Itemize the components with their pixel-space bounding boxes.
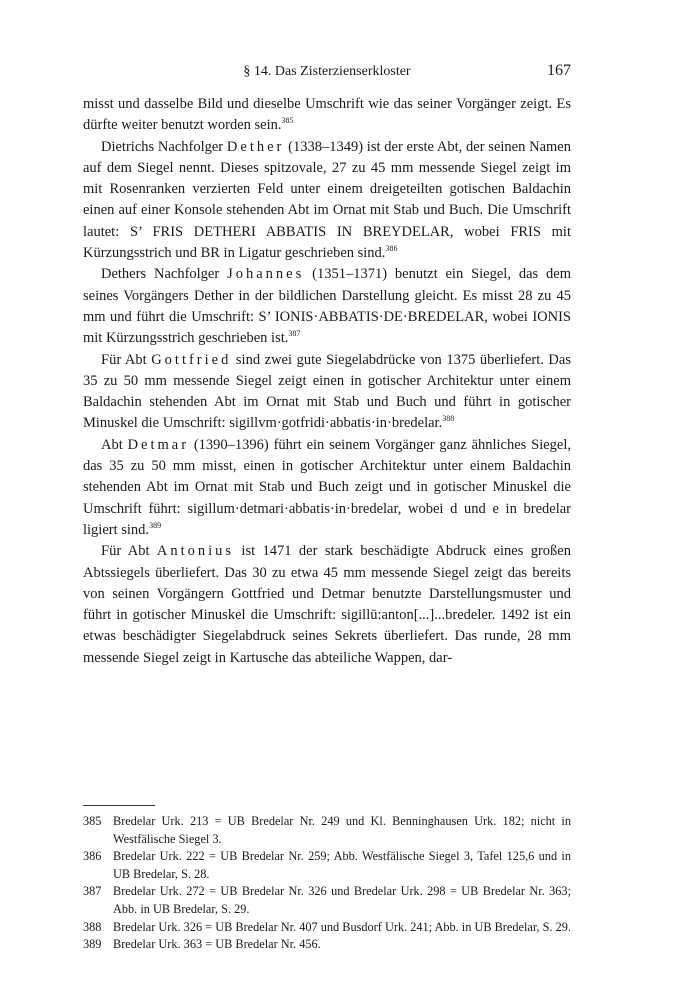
page-header — [83, 62, 571, 82]
paragraph-1: misst und dasselbe Bild und dieselbe Umschrift wie das seiner Vorgänger zeigt. Es dürfte weiter benutzt worden sein.$^{385}$ — [83, 96, 571, 134]
footnote-text: Bredelar Urk. 222 = UB Bredelar Nr. 259; Abb. Westfälische Siegel 3, Tafel 125,6 und in UB Bredelar, S. 28. — [113, 849, 571, 881]
footnote-386 — [83, 848, 571, 883]
page-number: 167 — [547, 62, 571, 79]
abbot-name-antonius: Antonius — [156, 543, 235, 560]
footnote-388 — [83, 919, 571, 937]
abbot-name-detmar: Detmar — [127, 436, 190, 453]
footnote-387 — [83, 883, 571, 918]
running-head: § 14. Das Zisterzienserkloster — [243, 64, 411, 79]
footnote-385 — [83, 813, 571, 848]
footnote-text: Bredelar Urk. 213 = UB Bredelar Nr. 249 und Kl. Benninghausen Urk. 182; nicht in Westfälische Siegel 3. — [113, 814, 571, 846]
footnote-rule — [83, 805, 155, 806]
abbot-name-johannes: Johannes — [227, 266, 305, 283]
footnote-ref-388[interactable]: 388 — [442, 414, 455, 424]
footnote-number: 386 — [83, 849, 102, 864]
footnote-ref-389[interactable]: 389 — [149, 520, 162, 530]
paragraph-5: Abt Detmar (1390–1396) führt ein seinem Vorgänger ganz ähnliches Siegel, das 35 zu 50 mm misst, einen in gotischer Architektur unter einem Baldachin stehenden Abt im Ornat mit Stab und Buch zeigt und in gotischer Minuskel die Umschrift führt: sigillum·detmari·abbatis·in·bredelar, wobei d und e in bredelar ligiert sind.$^{389}$ — [83, 436, 572, 538]
abbot-name-dether: Dether — [226, 138, 285, 155]
footnote-389 — [83, 936, 571, 954]
footnote-number: 388 — [83, 919, 102, 934]
paragraph-4: Für Abt Gottfried sind zwei gute Siegelabdrücke von 1375 überliefert. Das 35 zu 50 mm messende Siegel zeigt einen in gotischer Architektur unter einem Baldachin stehenden Abt im Ornat mit Stab und Buch und führt in gotischer Minuskel die Umschrift: sigillvm·gotfridi·abbatis·in·bredelar.$^{388}$ — [83, 351, 571, 432]
footnote-ref-385[interactable]: 385 — [281, 116, 294, 126]
footnote-text: Bredelar Urk. 272 = UB Bredelar Nr. 326 und Bredelar Urk. 298 = UB Bredelar Nr. 363; Abb. in UB Bredelar, S. 29. — [113, 884, 571, 916]
footnotes — [83, 813, 571, 954]
paragraph-6: Für Abt Antonius ist 1471 der stark beschädigte Abdruck eines großen Abtssiegels überliefert. Das 30 zu etwa 45 mm messende Siegel zeigt das bereits von seinen Vorgängern Gottfried und Detmar benutzte Darstellungsmuster und führt in gotischer Minuskel die Umschrift: sigillū:anton[...]...bredeler. 1492 ist ein etwas beschädigter Siegelabdruck seines Sekrets überliefert. Das runde, 28 mm messende Siegel zeigt in Kartusche das abteiliche Wappen, dar- — [83, 543, 571, 666]
footnote-number: 385 — [83, 814, 102, 828]
footnote-ref-387[interactable]: 387 — [288, 329, 301, 339]
footnote-ref-386[interactable]: 386 — [385, 244, 398, 254]
footnote-number: 387 — [83, 884, 102, 899]
footnote-text: Bredelar Urk. 363 = UB Bredelar Nr. 456. — [113, 937, 321, 952]
footnote-number: 389 — [83, 937, 102, 952]
body-text — [83, 94, 571, 669]
paragraph-3: Dethers Nachfolger Johannes (1351–1371) benutzt ein Siegel, das dem seines Vorgängers Dether in der bildlichen Darstellung gleicht. Es misst 28 zu 45 mm und führt die Umschrift: S’ IONIS·ABBATIS·DE·BREDELAR, wobei IONIS mit Kürzungsstrich geschrieben ist.$^{387}$ — [83, 266, 571, 347]
paragraph-2: Dietrichs Nachfolger Dether (1338–1349) ist der erste Abt, der seinen Namen auf dem Siegel nennt. Dieses spitzovale, 27 zu 45 mm messende Siegel zeigt im mit Rosenranken verzierten Feld unter einem dreigeteilten gotischen Baldachin einen auf einer Konsole stehenden Abt im Ornat mit Stab und Buch. Die Umschrift lautet: S’ FRIS DETHERI ABBATIS IN BREYDELAR, wobei FRIS mit Kürzungsstrich und BR in Ligatur geschrieben sind.$^{386}$ — [83, 138, 571, 262]
footnote-text: Bredelar Urk. 326 = UB Bredelar Nr. 407 und Busdorf Urk. 241; Abb. in UB Bredelar, S. 29. — [113, 919, 571, 934]
abbot-name-gottfried: Gottfried — [151, 351, 232, 368]
